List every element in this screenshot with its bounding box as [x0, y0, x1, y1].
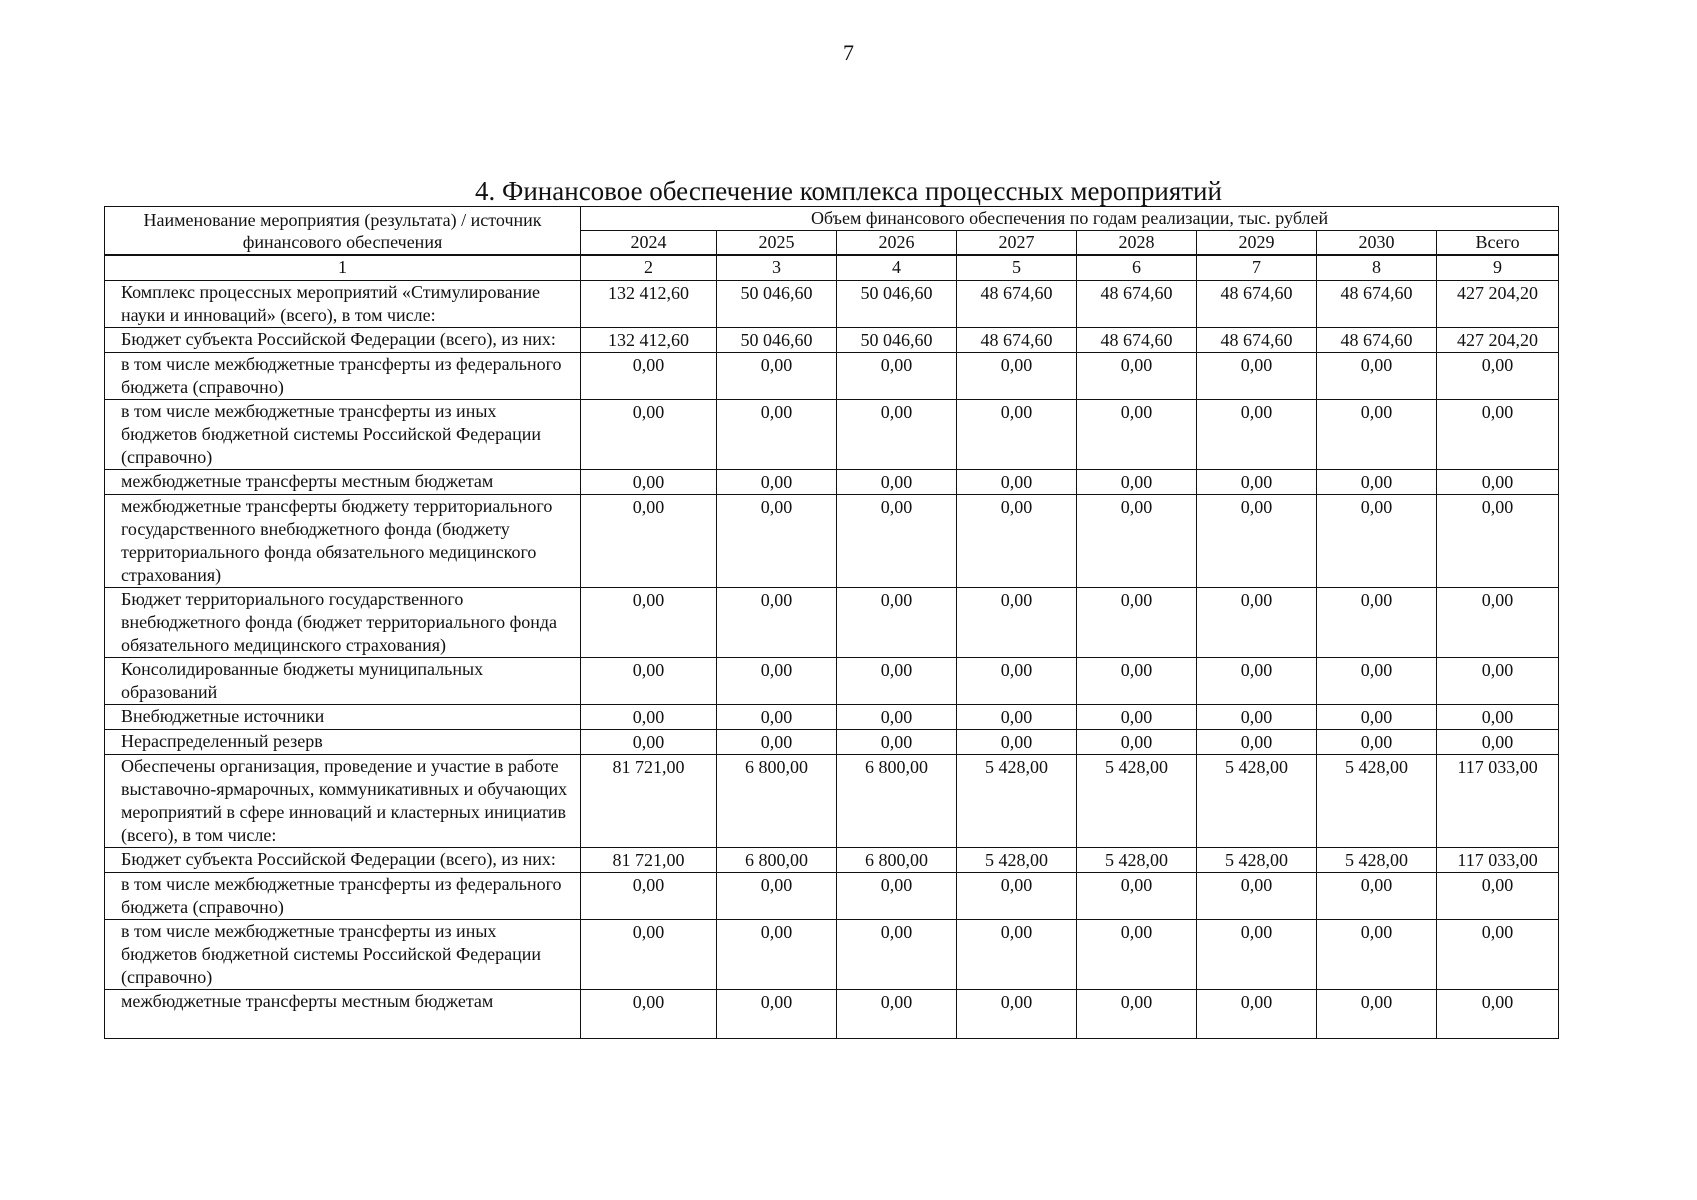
row-value-cell: 0,00 [717, 658, 837, 705]
row-name-cell: Консолидированные бюджеты муниципальных образований [105, 658, 581, 705]
row-name-cell: Бюджет субъекта Российской Федерации (всего), из них: [105, 328, 581, 353]
row-value-cell: 0,00 [837, 920, 957, 990]
row-value-cell: 0,00 [1197, 730, 1317, 755]
row-value-cell: 0,00 [1077, 920, 1197, 990]
row-value-cell: 0,00 [581, 705, 717, 730]
row-value-cell: 48 674,60 [1197, 281, 1317, 328]
row-value-cell: 0,00 [581, 588, 717, 658]
row-value-cell: 0,00 [837, 730, 957, 755]
row-value-cell: 0,00 [1077, 353, 1197, 400]
row-value-cell: 0,00 [1197, 705, 1317, 730]
year-header: 2029 [1197, 231, 1317, 256]
row-value-cell: 5 428,00 [1317, 755, 1437, 848]
row-total-cell: 0,00 [1437, 353, 1559, 400]
row-value-cell: 0,00 [1197, 920, 1317, 990]
year-header: 2028 [1077, 231, 1197, 256]
column-index: 6 [1077, 255, 1197, 281]
row-value-cell: 0,00 [1317, 705, 1437, 730]
row-total-cell: 0,00 [1437, 400, 1559, 470]
row-value-cell: 0,00 [957, 705, 1077, 730]
table-row [105, 495, 1559, 588]
row-name-cell: межбюджетные трансферты местным бюджетам [105, 470, 581, 495]
row-value-cell: 0,00 [957, 400, 1077, 470]
table-row [105, 470, 1559, 495]
row-value-cell: 0,00 [837, 400, 957, 470]
row-value-cell: 0,00 [837, 470, 957, 495]
row-total-cell: 0,00 [1437, 588, 1559, 658]
row-value-cell: 0,00 [1317, 353, 1437, 400]
row-value-cell: 0,00 [717, 470, 837, 495]
row-value-cell: 0,00 [957, 990, 1077, 1039]
row-value-cell: 0,00 [581, 920, 717, 990]
year-header: 2025 [717, 231, 837, 256]
row-value-cell: 0,00 [1197, 588, 1317, 658]
row-value-cell: 0,00 [1077, 400, 1197, 470]
row-value-cell: 0,00 [1077, 730, 1197, 755]
row-name-cell: в том числе межбюджетные трансферты из федерального бюджета (справочно) [105, 353, 581, 400]
row-value-cell: 0,00 [1317, 730, 1437, 755]
row-value-cell: 0,00 [581, 990, 717, 1039]
row-value-cell: 132 412,60 [581, 281, 717, 328]
row-value-cell: 81 721,00 [581, 848, 717, 873]
row-total-cell: 117 033,00 [1437, 755, 1559, 848]
table-row [105, 705, 1559, 730]
row-value-cell: 0,00 [1197, 658, 1317, 705]
row-total-cell: 0,00 [1437, 495, 1559, 588]
row-value-cell: 0,00 [1317, 990, 1437, 1039]
row-value-cell: 0,00 [1317, 400, 1437, 470]
row-value-cell: 0,00 [957, 353, 1077, 400]
row-value-cell: 0,00 [717, 588, 837, 658]
row-value-cell: 48 674,60 [1317, 281, 1437, 328]
row-value-cell: 0,00 [717, 400, 837, 470]
table-row [105, 920, 1559, 990]
row-value-cell: 0,00 [1197, 400, 1317, 470]
row-total-cell: 0,00 [1437, 658, 1559, 705]
row-value-cell: 6 800,00 [837, 755, 957, 848]
row-value-cell: 0,00 [1317, 658, 1437, 705]
row-value-cell: 5 428,00 [1197, 755, 1317, 848]
table-row [105, 281, 1559, 328]
column-index: 2 [581, 255, 717, 281]
row-value-cell: 0,00 [957, 920, 1077, 990]
row-value-cell: 50 046,60 [837, 328, 957, 353]
row-value-cell: 0,00 [1317, 495, 1437, 588]
row-value-cell: 0,00 [581, 873, 717, 920]
row-value-cell: 0,00 [1317, 470, 1437, 495]
row-name-cell: Внебюджетные источники [105, 705, 581, 730]
volume-column-header: Объем финансового обеспечения по годам реализации, тыс. рублей [581, 207, 1559, 231]
row-value-cell: 0,00 [1317, 588, 1437, 658]
row-value-cell: 0,00 [957, 873, 1077, 920]
row-value-cell: 6 800,00 [717, 755, 837, 848]
row-value-cell: 0,00 [837, 658, 957, 705]
row-value-cell: 5 428,00 [1077, 848, 1197, 873]
row-value-cell: 0,00 [1317, 920, 1437, 990]
row-value-cell: 0,00 [581, 730, 717, 755]
row-name-cell: Обеспечены организация, проведение и участие в работе выставочно-ярмарочных, коммуникативных и обучающих мероприятий в сфере инноваций и кластерных инициатив (всего), в том числе: [105, 755, 581, 848]
row-value-cell: 132 412,60 [581, 328, 717, 353]
row-value-cell: 48 674,60 [1197, 328, 1317, 353]
row-total-cell: 0,00 [1437, 990, 1559, 1039]
row-total-cell: 117 033,00 [1437, 848, 1559, 873]
row-value-cell: 6 800,00 [717, 848, 837, 873]
table-row [105, 730, 1559, 755]
row-value-cell: 81 721,00 [581, 755, 717, 848]
row-value-cell: 50 046,60 [837, 281, 957, 328]
row-total-cell: 0,00 [1437, 470, 1559, 495]
row-name-cell: Нераспределенный резерв [105, 730, 581, 755]
year-header: 2027 [957, 231, 1077, 256]
row-value-cell: 0,00 [1197, 873, 1317, 920]
row-value-cell: 0,00 [1197, 470, 1317, 495]
header-row [105, 207, 1559, 231]
row-value-cell: 5 428,00 [1077, 755, 1197, 848]
column-index: 5 [957, 255, 1077, 281]
row-value-cell: 0,00 [1077, 588, 1197, 658]
table-row [105, 990, 1559, 1039]
row-value-cell: 50 046,60 [717, 328, 837, 353]
column-index: 8 [1317, 255, 1437, 281]
row-total-cell: 0,00 [1437, 920, 1559, 990]
table-row [105, 400, 1559, 470]
year-header: 2030 [1317, 231, 1437, 256]
row-value-cell: 0,00 [1077, 705, 1197, 730]
row-value-cell: 0,00 [957, 658, 1077, 705]
row-name-cell: Бюджет территориального государственного внебюджетного фонда (бюджет территориального фонда обязательного медицинского страхования) [105, 588, 581, 658]
row-value-cell: 0,00 [1197, 353, 1317, 400]
name-column-header: Наименование мероприятия (результата) / источник финансового обеспечения [105, 207, 581, 256]
table-row [105, 353, 1559, 400]
column-index: 3 [717, 255, 837, 281]
row-value-cell: 5 428,00 [1197, 848, 1317, 873]
row-value-cell: 5 428,00 [957, 755, 1077, 848]
row-value-cell: 0,00 [1077, 470, 1197, 495]
row-total-cell: 0,00 [1437, 730, 1559, 755]
row-value-cell: 5 428,00 [1317, 848, 1437, 873]
row-name-cell: Бюджет субъекта Российской Федерации (всего), из них: [105, 848, 581, 873]
row-value-cell: 0,00 [837, 990, 957, 1039]
table-row [105, 755, 1559, 848]
row-total-cell: 427 204,20 [1437, 281, 1559, 328]
column-index: 1 [105, 255, 581, 281]
row-name-cell: межбюджетные трансферты бюджету территориального государственного внебюджетного фонда (бюджету территориального фонда обязательного медицинского страхования) [105, 495, 581, 588]
row-value-cell: 0,00 [717, 730, 837, 755]
column-index: 4 [837, 255, 957, 281]
row-value-cell: 0,00 [1077, 990, 1197, 1039]
table-row [105, 873, 1559, 920]
row-value-cell: 48 674,60 [1317, 328, 1437, 353]
row-value-cell: 0,00 [1317, 873, 1437, 920]
row-value-cell: 0,00 [957, 588, 1077, 658]
row-value-cell: 0,00 [957, 470, 1077, 495]
financing-table [104, 206, 1559, 1039]
column-index-row [105, 255, 1559, 281]
row-value-cell: 48 674,60 [957, 328, 1077, 353]
row-value-cell: 0,00 [581, 400, 717, 470]
row-name-cell: в том числе межбюджетные трансферты из федерального бюджета (справочно) [105, 873, 581, 920]
row-value-cell: 0,00 [1077, 495, 1197, 588]
section-title: 4. Финансовое обеспечение комплекса процессных мероприятий [475, 176, 1222, 206]
row-value-cell: 0,00 [1197, 990, 1317, 1039]
row-total-cell: 427 204,20 [1437, 328, 1559, 353]
row-value-cell: 0,00 [717, 920, 837, 990]
row-value-cell: 0,00 [581, 353, 717, 400]
row-value-cell: 0,00 [717, 873, 837, 920]
row-value-cell: 0,00 [1197, 495, 1317, 588]
row-value-cell: 0,00 [837, 873, 957, 920]
page-number: 7 [843, 40, 854, 65]
table-row [105, 588, 1559, 658]
table-row [105, 328, 1559, 353]
row-value-cell: 0,00 [581, 470, 717, 495]
row-value-cell: 50 046,60 [717, 281, 837, 328]
row-value-cell: 5 428,00 [957, 848, 1077, 873]
row-total-cell: 0,00 [1437, 705, 1559, 730]
row-name-cell: Комплекс процессных мероприятий «Стимулирование науки и инноваций» (всего), в том числе: [105, 281, 581, 328]
row-value-cell: 48 674,60 [1077, 328, 1197, 353]
row-name-cell: в том числе межбюджетные трансферты из иных бюджетов бюджетной системы Российской Федерации (справочно) [105, 400, 581, 470]
row-value-cell: 0,00 [837, 353, 957, 400]
row-value-cell: 48 674,60 [957, 281, 1077, 328]
row-value-cell: 0,00 [581, 658, 717, 705]
row-value-cell: 0,00 [957, 730, 1077, 755]
row-total-cell: 0,00 [1437, 873, 1559, 920]
column-index: 9 [1437, 255, 1559, 281]
year-header: 2024 [581, 231, 717, 256]
row-value-cell: 0,00 [1077, 873, 1197, 920]
row-value-cell: 0,00 [957, 495, 1077, 588]
table-row [105, 848, 1559, 873]
year-header: 2026 [837, 231, 957, 256]
row-value-cell: 0,00 [717, 495, 837, 588]
row-value-cell: 0,00 [1077, 658, 1197, 705]
row-value-cell: 0,00 [837, 588, 957, 658]
row-value-cell: 0,00 [717, 353, 837, 400]
row-value-cell: 0,00 [581, 495, 717, 588]
total-header: Всего [1437, 231, 1559, 256]
row-value-cell: 0,00 [717, 990, 837, 1039]
row-name-cell: в том числе межбюджетные трансферты из иных бюджетов бюджетной системы Российской Федерации (справочно) [105, 920, 581, 990]
row-name-cell: межбюджетные трансферты местным бюджетам [105, 990, 581, 1039]
column-index: 7 [1197, 255, 1317, 281]
row-value-cell: 0,00 [837, 705, 957, 730]
row-value-cell: 0,00 [717, 705, 837, 730]
row-value-cell: 0,00 [837, 495, 957, 588]
row-value-cell: 6 800,00 [837, 848, 957, 873]
row-value-cell: 48 674,60 [1077, 281, 1197, 328]
table-row [105, 658, 1559, 705]
